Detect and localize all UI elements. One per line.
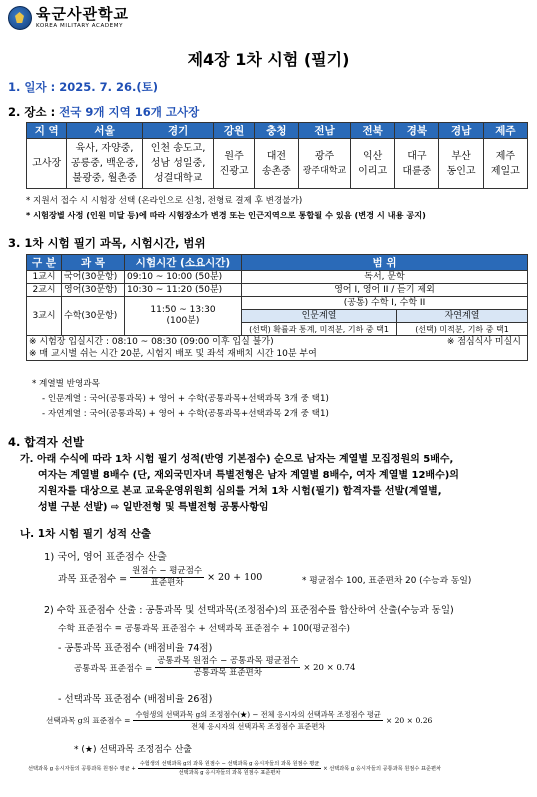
site-cell-seoul: 육사, 자양중, 공릉중, 백운중, 불광중, 월촌중 bbox=[67, 139, 142, 189]
site-row-label: 고사장 bbox=[27, 139, 67, 189]
site-cell-gangwon: 원주 진광고 bbox=[214, 139, 254, 189]
site-note-1: * 지원서 접수 시 시험장 선택 (온라인으로 신청, 전형료 결제 후 변경불가) bbox=[26, 196, 303, 206]
track-note-humanities: - 인문계열 : 국어(공통과목) + 영어 + 수학(공통과목+선택과목 3개 중 택1) bbox=[42, 394, 329, 404]
score-calc-heading: 나. 1차 시험 필기 성적 산출 bbox=[20, 528, 152, 540]
formula-common-subject: 공통과목 표준점수 = $\frac{\text{공통과목 원점수 − 공통과목 평균점수}}{\text{공통과목 표준편차}}$ × 20 × 0.74 bbox=[74, 656, 356, 678]
exam-footnote-1: ※ 시험장 입실시간 : 08:10 ~ 08:30 (09:00 이후 입실 불가) ※ 점심식사 미실시 bbox=[27, 336, 528, 349]
formula-1-note: * 평균점수 100, 표준편차 20 (수능과 동일) bbox=[302, 576, 472, 586]
logo-english-text: KOREA MILITARY ACADEMY bbox=[36, 22, 124, 29]
exam-row-2: 2교시 영어(30문항) 10:30 ~ 11:20 (50분) 영어 I, 영어 II / 듣기 제외 bbox=[27, 284, 528, 297]
math-item: 2) 수학 표준점수 산출 : 공통과목 및 선택과목(조정점수)의 표준점수를 합산하여 산출(수능과 동일) bbox=[44, 605, 454, 616]
academy-emblem-icon bbox=[8, 6, 32, 30]
formula-math-total: 수학 표준점수 = 공통과목 표준점수 + 선택과목 표준점수 + 100(평균점수) bbox=[58, 624, 350, 634]
formula-adjusted-score: 선택과목 g 응시자들의 공통과목 원점수 평균 + $\frac{\text{수험생의 선택과목 g의 과목 원점수 − 선택과목 g 응시자들의 과목 원점수 평균}}{\text{선택과목 g 응시자들의 과목 원점수 표준편차}}$ × 선택과목 g 응시자들의 공통과목 원점수 표준편차 bbox=[28, 761, 442, 776]
exam-row-3: 3교시 수학(30문항) 11:50 ~ 13:30 (100분) (공통) 수학 I, 수학 II bbox=[27, 297, 528, 310]
track-note-science: - 자연계열 : 국어(공통과목) + 영어 + 수학(공통과목+선택과목 2개 중 택1) bbox=[42, 409, 329, 419]
site-cell-jeonbuk: 익산 이리고 bbox=[351, 139, 395, 189]
site-cell-gyeonggi: 인천 송도고, 성남 성일중, 성결대학교 bbox=[142, 139, 214, 189]
date-heading: 1. 일자 : 2025. 7. 26.(토) bbox=[8, 80, 158, 94]
site-note-2: * 시험장별 사정 (인원 미달 등)에 따라 시험장소가 변경 또는 인근지역으로 통합될 수 있음 (변경 시 내용 공지) bbox=[26, 210, 426, 220]
track-note-title: * 계열별 반영과목 bbox=[32, 379, 100, 389]
venue-heading: 2. 장소 : 전국 9개 지역 16개 고사장 bbox=[8, 105, 200, 119]
page-title: 제4장 1차 시험 (필기) bbox=[187, 50, 350, 69]
elective-subject-label: - 선택과목 표준점수 (배점비율 26점) bbox=[58, 694, 213, 705]
exam-schedule-table: 구 분 과 목 시험시간 (소요시간) 범 위 1교시 국어(30문항) 09:10 ~ 10:00 (50분) 독서, 문학 2교시 영어(30문항) 10:30 ~ 11:20 (50분) 영어 I, 영어 II / 듣기 제외 3교시 수학(30문항) 11:50 ~ 13:30 (100분) (공통) 수학 I, 수학 II 인문계열 자연계열 (선택) 확률과 통계, 미적분, 기하 중 택1 (선택) 미적분, 기하 중 택1 ※ 시험장 입실시간 : 08:10 ~ 08:30 (09:00 이후 입실 불가) ※ 점심식사 미실시 ※ 매 교시별 쉬는 시간 20분, 시험지 배포 및 좌석 재배치 시간 10분 부여 bbox=[26, 254, 528, 361]
exam-site-table: 지 역 서울 경기 강원 충청 전남 전북 경북 경남 제주 고사장 육사, 자양중, 공릉중, 백운중, 불광중, 월촌중 인천 송도고, 성남 성일중, 성결대학교 원주 진광고 대전 송촌중 광주 광주대학교 익산 이리고 대구 대륜중 부산 동인고 제주 제일고 bbox=[26, 122, 528, 189]
selection-heading: 4. 합격자 선발 bbox=[8, 435, 84, 449]
exam-row-1: 1교시 국어(30문항) 09:10 ~ 10:00 (50분) 독서, 문학 bbox=[27, 271, 528, 284]
site-cell-chungcheong: 대전 송촌중 bbox=[254, 139, 298, 189]
korean-english-item: 1) 국어, 영어 표준점수 산출 bbox=[44, 552, 167, 563]
exam-footnote-2: ※ 매 교시별 쉬는 시간 20분, 시험지 배포 및 좌석 재배치 시간 10분 부여 bbox=[27, 348, 528, 361]
site-cell-gyeongbuk: 대구 대륜중 bbox=[395, 139, 439, 189]
site-cell-gyeongnam: 부산 동인고 bbox=[439, 139, 483, 189]
academy-logo bbox=[8, 6, 129, 30]
site-cell-jeju: 제주 제일고 bbox=[483, 139, 527, 189]
selection-paragraph-ga: 가. 아래 수식에 따라 1차 시험 필기 성적(반영 기본점수) 순으로 남자는 계열별 모집정원의 5배수, 여자는 계열별 8배수 (단, 재외국민자녀 특별전형은 남자 계열별 8배수, 여자 계열별 12배수)의 지원자를 대상으로 본교 교육운영위원회 심의를 거쳐 1차 시험(필기) 합격자를 선발(계열별, 성별 구분 선발) ⇨ 일반전형 및 특별전형 공통사항임 bbox=[20, 454, 459, 513]
formula-elective-subject: 선택과목 g의 표준점수 = $\frac{\text{수험생의 선택과목 g의 조정점수(★) − 전체 응시자의 선택과목 조정점수 평균}}{\text{전체 응시자의 선택과목 조정점수 표준편차}}$ × 20 × 0.26 bbox=[46, 710, 433, 731]
common-subject-label: - 공통과목 표준점수 (배점비율 74점) bbox=[58, 643, 213, 654]
subjects-heading: 3. 1차 시험 필기 과목, 시험시간, 범위 bbox=[8, 236, 206, 250]
logo-korean-text: 육군사관학교 bbox=[36, 4, 129, 23]
site-cell-jeonnam: 광주 광주대학교 bbox=[298, 139, 350, 189]
adjusted-score-label: * (★) 선택과목 조정점수 산출 bbox=[74, 745, 192, 755]
formula-subject-standard-score: 과목 표준점수 = $\frac{\text{원점수 − 평균점수}}{\text{표준편차}}$ × 20 + 100 bbox=[58, 566, 263, 588]
